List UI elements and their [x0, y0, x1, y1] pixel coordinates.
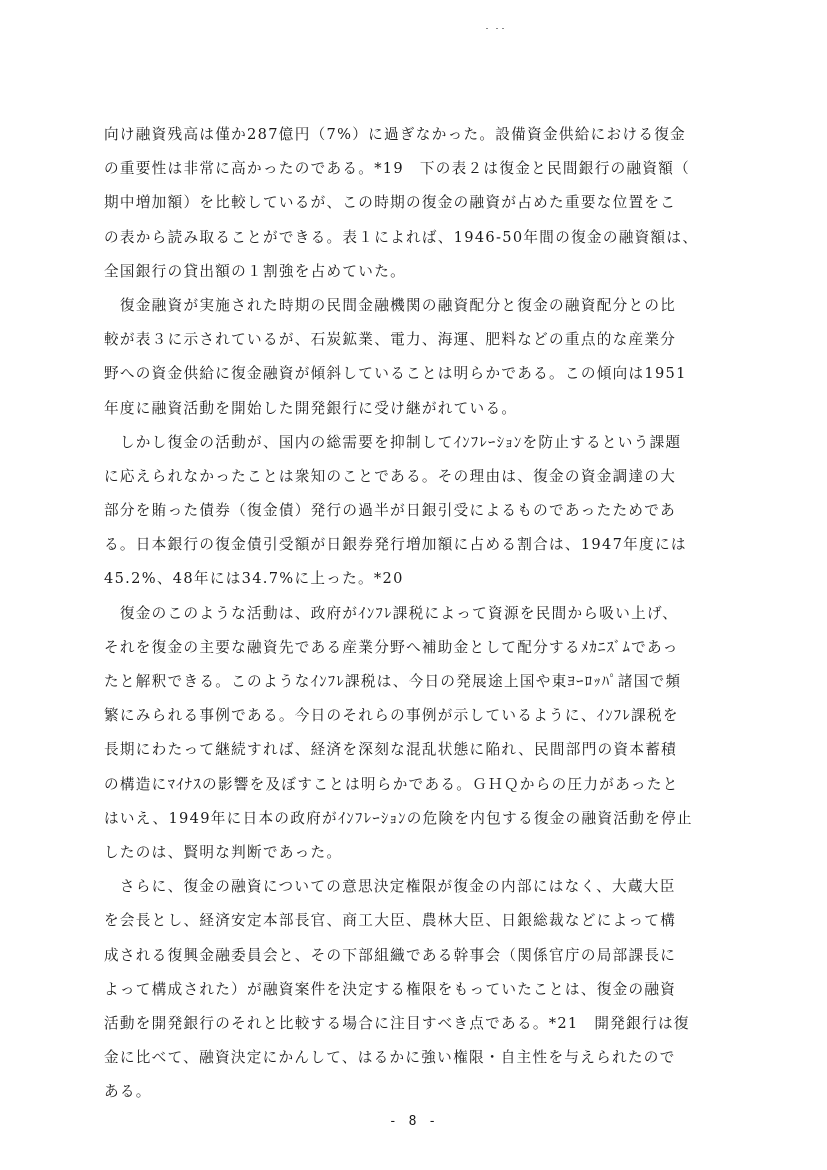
text-line: しかし復金の活動が、国内の総需要を抑制してｲﾝﾌﾚｰｼｮﾝを防止するという課題: [104, 433, 682, 451]
text-line: に応えられなかったことは衆知のことである。その理由は、復金の資金調達の大: [104, 467, 677, 485]
text-line: の表から読み取ることができる。表１によれば、1946-50年間の復金の融資額は、: [104, 228, 699, 246]
text-line: の構造にﾏｲﾅｽの影響を及ぼすことは明らかである。ＧＨＱからの圧力があったと: [104, 775, 679, 793]
text-line: 復金融資が実施された時期の民間金融機関の融資配分と復金の融資配分との比: [104, 296, 677, 314]
text-line: 活動を開発銀行のそれと比較する場合に注目すべき点である。*21 開発銀行は復: [104, 1014, 690, 1032]
text-line: たと解釈できる。このようなｲﾝﾌﾚ課税は、今日の発展途上国や東ﾖｰﾛｯﾊﾟ諸国で頻: [104, 673, 682, 690]
text-line: 較が表３に示されているが、石炭鉱業、電力、海運、肥料などの重点的な産業分: [104, 331, 677, 349]
text-line: 45.2%、48年には34.7%に上った。*20: [104, 570, 404, 588]
text-line: はいえ、1949年に日本の政府がｲﾝﾌﾚｰｼｮﾝの危険を内包する復金の融資活動を停止: [104, 809, 693, 827]
text-line: 部分を賄った債券（復金債）発行の過半が日銀引受によるものであったためであ: [104, 502, 677, 520]
text-line: したのは、賢明な判断であった。: [104, 843, 343, 861]
scan-speck: [486, 28, 488, 29]
scan-speck: [496, 28, 498, 29]
scan-speck: [502, 28, 504, 29]
text-line: よって構成された）が融資案件を決定する権限をもっていたことは、復金の融資: [104, 980, 677, 998]
body-text: [104, 118, 710, 1109]
text-line: 向け融資残高は僅か287億円（7%）に過ぎなかった。設備資金供給における復金: [104, 126, 687, 143]
text-line: ある。: [104, 1083, 152, 1101]
text-line: 復金のこのような活動は、政府がｲﾝﾌﾚ課税によって資源を民間から吸い上げ、: [104, 604, 679, 622]
text-line: の重要性は非常に高かったのである。*19 下の表２は復金と民間銀行の融資額（: [104, 160, 691, 178]
text-line: 年度に融資活動を開始した開発銀行に受け継がれている。: [104, 399, 518, 417]
text-line: 金に比べて、融資決定にかんして、はるかに強い権限・自主性を与えられたので: [104, 1049, 676, 1067]
text-line: 野への資金供給に復金融資が傾斜していることは明らかである。この傾向は1951: [104, 365, 687, 383]
text-line: る。日本銀行の復金債引受額が日銀券発行増加額に占める割合は、1947年度には: [104, 536, 687, 554]
text-line: 全国銀行の貸出額の１割強を占めていた。: [104, 262, 406, 280]
page-number: - 8 -: [388, 1114, 439, 1129]
text-line: 長期にわたって継続すれば、経済を深刻な混乱状態に陥れ、民間部門の資本蓄積: [104, 741, 678, 759]
text-line: さらに、復金の融資についての意思決定権限が復金の内部にはなく、大蔵大臣: [104, 878, 676, 896]
text-line: 期中増加額）を比較しているが、この時期の復金の融資が占めた重要な位置をこ: [104, 194, 677, 212]
text-line: を会長とし、経済安定本部長官、商工大臣、農林大臣、日銀総裁などによって構: [104, 912, 677, 930]
text-line: 繁にみられる事例である。今日のそれらの事例が示しているように、ｲﾝﾌﾚ課税を: [104, 707, 679, 725]
text-line: 成される復興金融委員会と、その下部組織である幹事会（関係官庁の局部課長に: [104, 946, 677, 964]
text-line: それを復金の主要な融資先である産業分野へ補助金として配分するﾒｶﾆｽﾞﾑであっ: [104, 638, 679, 656]
